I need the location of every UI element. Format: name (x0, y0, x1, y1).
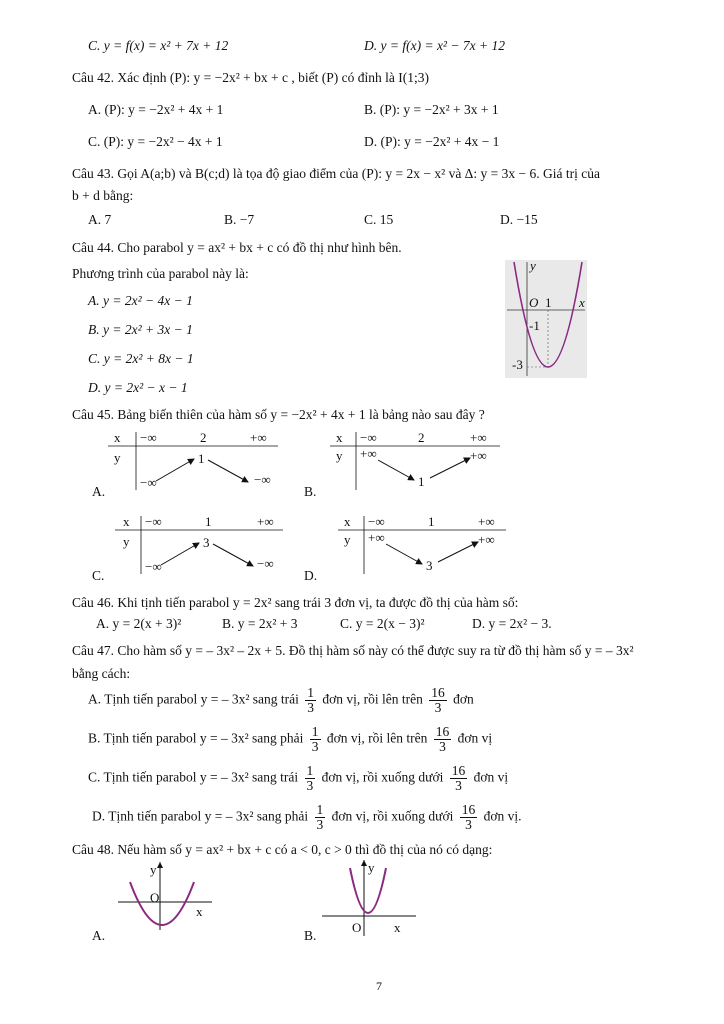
q47-a-frac-1-3: $\frac{1}{3}$ (307, 685, 314, 715)
q45-b-y-pinf-left: +∞ (360, 446, 377, 461)
q46-stem: Câu 46. Khi tịnh tiến parabol y = 2x² sang trái 3 đơn vị, ta được đồ thị của hàm số: (72, 595, 519, 610)
q47-stem-line1: Câu 47. Cho hàm số y = – 3x² – 2x + 5. Đồ thị hàm số này có thể được suy ra từ đồ thị hàm số y = – 3x² (72, 643, 634, 658)
q44-option-a: A. y = 2x² − 4x − 1 (88, 293, 193, 308)
q47-b-frac-1-3: $\frac{1}{3}$ (311, 724, 319, 754)
q47-c-frac-1-3: $\frac{1}{3}$ (306, 763, 314, 793)
q45-a-y-minf-right: −∞ (254, 472, 271, 487)
q45-d-y-pinf-right: +∞ (478, 532, 495, 547)
q43-stem-line2: b + d bằng: (72, 188, 134, 203)
q45-c-y-minf-left: −∞ (145, 559, 162, 574)
q45-b-y-pinf-right: +∞ (470, 448, 487, 463)
q48-a-x-label: x (196, 904, 203, 919)
q45-c-arrow-up (161, 543, 199, 565)
q45-d-arrow-down (386, 544, 422, 564)
q41-option-c: C. y = f(x) = x² + 7x + 12 (88, 38, 229, 53)
q44-y-label: y (530, 258, 536, 273)
q48-label-b: B. (304, 928, 317, 943)
q45-b-x-minf: −∞ (360, 430, 377, 445)
q44-tick-m3: -3 (512, 357, 523, 372)
q45-c-x-mid: 1 (205, 514, 212, 529)
q45-d-x-minf: −∞ (368, 514, 385, 529)
q45-b-y-label: y (336, 448, 343, 463)
q45-a-y-label: y (114, 450, 121, 465)
q45-label-c: C. (92, 568, 105, 583)
q45-c-y-val: 3 (203, 535, 210, 550)
q45-a-y-minf-left: −∞ (140, 475, 157, 490)
q47-b-frac-16-3: $\frac{16}{3}$ (435, 724, 450, 754)
q45-a-y-val: 1 (198, 451, 205, 466)
q44-origin-label: O (529, 295, 539, 310)
q45-b-x-mid: 2 (418, 430, 425, 445)
q45-c-x-label: x (123, 514, 130, 529)
q47-option-c: C. Tịnh tiến parabol y = – 3x² sang trái $\frac{1}{3}$ đơn vị, rồi xuống dưới $\frac{16}{3}$ đơn vị (88, 763, 509, 793)
q44-tick-1: 1 (545, 295, 552, 310)
q45-b-x-label: x (336, 430, 343, 445)
q42-option-c: C. (P): y = −2x² − 4x + 1 (88, 134, 223, 149)
q48-a-origin: O (150, 890, 160, 905)
q47-option-d: D. Tịnh tiến parabol y = – 3x² sang phải $\frac{1}{3}$ đơn vị, rồi xuống dưới $\frac{16}{3}$ đơn vị. (92, 802, 522, 832)
q48-label-a: A. (92, 928, 106, 943)
q47-c-frac-16-3: $\frac{16}{3}$ (451, 763, 466, 793)
q45-b-arrow-down (378, 460, 414, 480)
q45-a-arrow-up (156, 459, 194, 481)
q45-label-a: A. (92, 484, 106, 499)
q43-option-d: D. −15 (500, 212, 538, 227)
q45-table-d (338, 512, 510, 580)
q43-option-c: C. 15 (364, 212, 394, 227)
q45-d-x-label: x (344, 514, 351, 529)
q46-option-d: D. y = 2x² − 3. (472, 616, 552, 631)
q44-stem-line1: Câu 44. Cho parabol y = ax² + bx + c có đồ thị như hình bên. (72, 240, 402, 255)
q48-graph-a (118, 860, 214, 936)
q43-option-b: B. −7 (224, 212, 255, 227)
q46-option-a: A. y = 2(x + 3)² (96, 616, 182, 631)
q45-table-b (330, 428, 502, 496)
q48-b-x-label: x (394, 920, 401, 935)
q47-a-frac-16-3: $\frac{16}{3}$ (431, 685, 445, 715)
q42-option-a: A. (P): y = −2x² + 4x + 1 (88, 102, 224, 117)
q45-c-x-minf: −∞ (145, 514, 162, 529)
q48-b-origin: O (352, 920, 362, 935)
q44-option-b: B. y = 2x² + 3x − 1 (88, 322, 193, 337)
q44-option-c: C. y = 2x² + 8x − 1 (88, 351, 194, 366)
page-number: 7 (376, 979, 382, 993)
q48-b-y-label: y (368, 860, 375, 875)
q46-option-b: B. y = 2x² + 3 (222, 616, 298, 631)
q45-d-y-label: y (344, 532, 351, 547)
q47-option-a: A. Tịnh tiến parabol y = – 3x² sang trái $\frac{1}{3}$ đơn vị, rồi lên trên $\frac{16}{3}$ đơn (88, 685, 474, 715)
q48-a-parabola (130, 882, 194, 925)
q44-tick-m1: -1 (529, 318, 540, 333)
q44-parabola-graph (505, 260, 587, 382)
q45-d-y-val: 3 (426, 558, 433, 573)
q47-d-frac-1-3: $\frac{1}{3}$ (316, 802, 324, 832)
q45-d-x-mid: 1 (428, 514, 435, 529)
q48-graph-b (322, 858, 418, 942)
q45-a-x-minf: −∞ (140, 430, 157, 445)
q45-d-y-pinf-left: +∞ (368, 530, 385, 545)
q45-table-a (108, 428, 280, 496)
q43-stem-line1: Câu 43. Gọi A(a;b) và B(c;d) là tọa độ giao điểm của (P): y = 2x − x² và Δ: y = 3x − 6. Giá trị của (72, 166, 600, 181)
q45-b-x-pinf: +∞ (470, 430, 487, 445)
q45-c-y-minf-right: −∞ (257, 556, 274, 571)
q44-option-d: D. y = 2x² − x − 1 (88, 380, 188, 395)
q41-option-d: D. y = f(x) = x² − 7x + 12 (364, 38, 505, 53)
q45-a-x-label: x (114, 430, 121, 445)
q45-a-x-pinf: +∞ (250, 430, 267, 445)
q42-stem: Câu 42. Xác định (P): y = −2x² + bx + c , biết (P) có đỉnh là I(1;3) (72, 70, 429, 85)
q47-stem-line2: bằng cách: (72, 666, 131, 681)
q45-a-x-mid: 2 (200, 430, 207, 445)
q45-d-arrow-up (438, 542, 478, 562)
q45-stem: Câu 45. Bảng biến thiên của hàm số y = −2x² + 4x + 1 là bảng nào sau đây ? (72, 407, 485, 422)
q45-table-c (115, 512, 287, 580)
q45-c-arrow-down (213, 544, 253, 566)
q47-d-frac-16-3: $\frac{16}{3}$ (461, 802, 476, 832)
q45-d-x-pinf: +∞ (478, 514, 495, 529)
q45-c-x-pinf: +∞ (257, 514, 274, 529)
q45-b-y-val: 1 (418, 474, 425, 489)
q44-x-label: x (579, 295, 585, 310)
q44-stem-line2: Phương trình của parabol này là: (72, 266, 249, 281)
q47-option-b: B. Tịnh tiến parabol y = – 3x² sang phải $\frac{1}{3}$ đơn vị, rồi lên trên $\frac{16}{3}$ đơn vị (88, 724, 493, 754)
q45-b-arrow-up (430, 458, 470, 478)
q42-option-d: D. (P): y = −2x² + 4x − 1 (364, 134, 500, 149)
q42-option-b: B. (P): y = −2x² + 3x + 1 (364, 102, 499, 117)
q48-stem: Câu 48. Nếu hàm số y = ax² + bx + c có a < 0, c > 0 thì đồ thị của nó có dạng: (72, 842, 493, 857)
q45-label-b: B. (304, 484, 317, 499)
q48-a-y-label: y (150, 862, 157, 877)
q45-c-y-label: y (123, 534, 130, 549)
q46-option-c: C. y = 2(x − 3)² (340, 616, 425, 631)
q45-label-d: D. (304, 568, 318, 583)
q43-option-a: A. 7 (88, 212, 112, 227)
q45-a-arrow-down (208, 460, 248, 482)
